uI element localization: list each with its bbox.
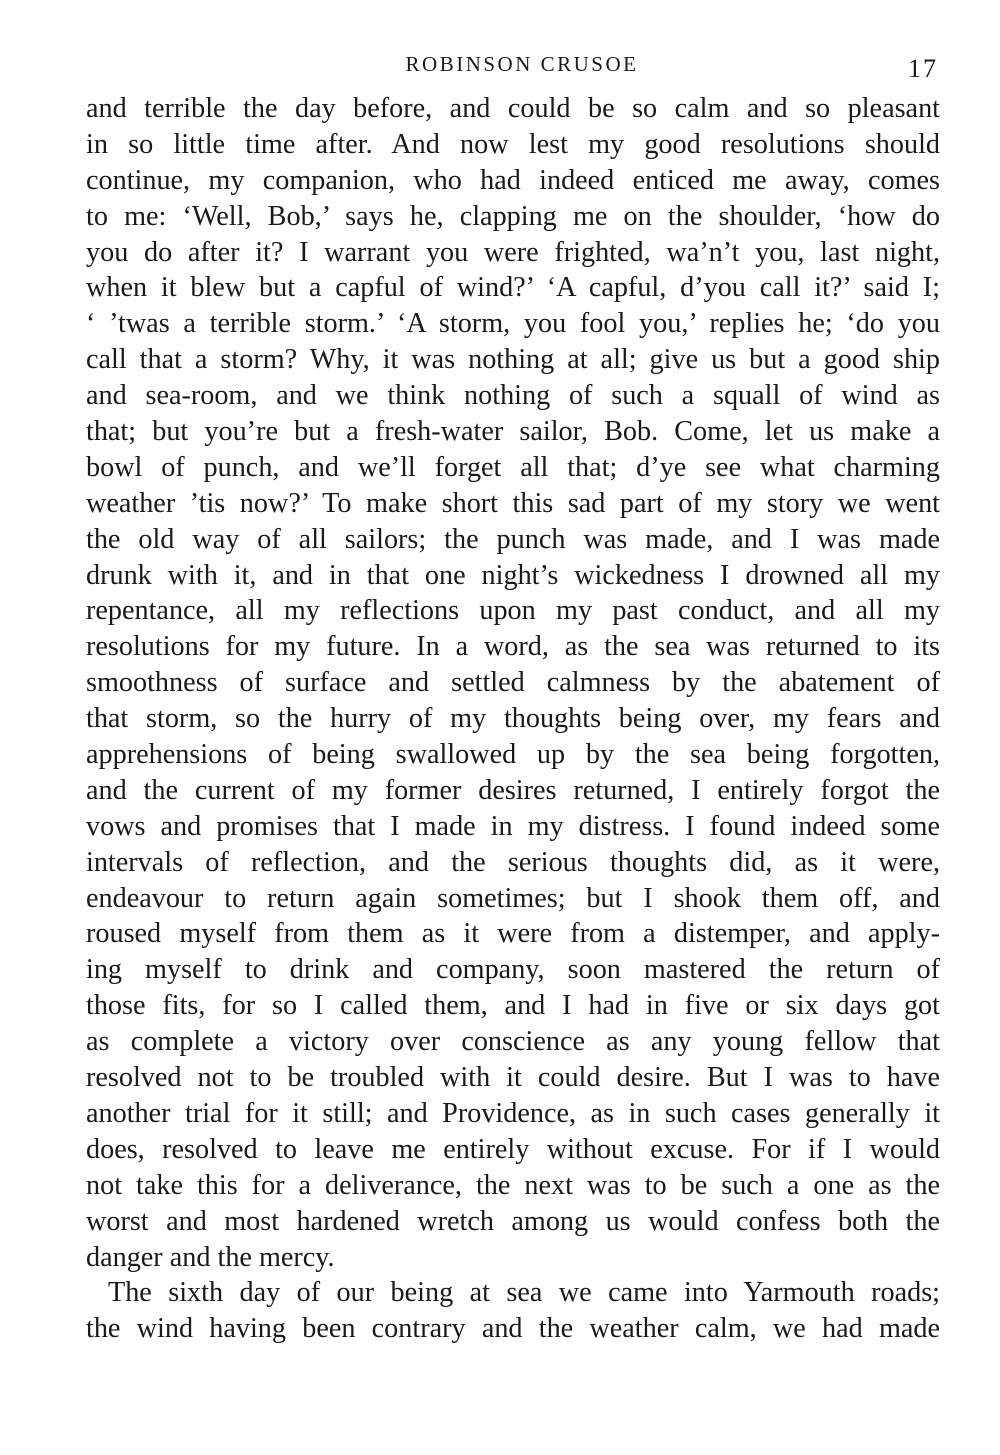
text-line: the old way of all sailors; the punch was made, and I was made xyxy=(86,523,940,555)
text-line: those fits, for so I called them, and I had in five or six days got xyxy=(86,990,940,1022)
text-line: and the current of my former desires returned, I entirely forgot the xyxy=(86,774,940,806)
text-line: resolved not to be troubled with it could desire. But I was to have xyxy=(86,1062,940,1094)
text-line: that; but you’re but a fresh-water sailor, Bob. Come, let us make a xyxy=(86,416,940,448)
text-line: in so little time after. And now lest my good resolutions should xyxy=(86,128,940,160)
text-line: not take this for a deliverance, the next was to be such a one as the xyxy=(86,1169,940,1201)
text-line: call that a storm? Why, it was nothing at all; give us but a good ship xyxy=(86,344,940,376)
text-line: that storm, so the hurry of my thoughts being over, my fears and xyxy=(86,703,940,735)
page-number: 17 xyxy=(908,54,938,83)
text-line: when it blew but a capful of wind?’ ‘A capful, d’you call it?’ said I; xyxy=(86,272,940,304)
text-line: vows and promises that I made in my distress. I found indeed some xyxy=(86,810,940,842)
paragraph xyxy=(86,91,940,1275)
text-line: ing myself to drink and company, soon mastered the return of xyxy=(86,954,940,986)
book-page xyxy=(86,52,940,1347)
text-line: worst and most hardened wretch among us would confess both the xyxy=(86,1205,940,1237)
paragraph xyxy=(86,1275,940,1347)
text-line: the wind having been contrary and the weather calm, we had made xyxy=(86,1313,940,1345)
text-line: does, resolved to leave me entirely without excuse. For if I would xyxy=(86,1133,940,1165)
text-line: you do after it? I warrant you were frighted, wa’n’t you, last night, xyxy=(86,236,940,268)
text-line: drunk with it, and in that one night’s wickedness I drowned all my xyxy=(86,559,940,591)
text-line: apprehensions of being swallowed up by the sea being forgotten, xyxy=(86,739,940,771)
text-line: The sixth day of our being at sea we came into Yarmouth roads; xyxy=(108,1277,940,1309)
body-text xyxy=(86,91,940,1347)
text-line: roused myself from them as it were from a distemper, and apply- xyxy=(86,918,940,950)
text-line: ‘ ’twas a terrible storm.’ ‘A storm, you fool you,’ replies he; ‘do you xyxy=(86,308,940,340)
text-line: to me: ‘Well, Bob,’ says he, clapping me on the shoulder, ‘how do xyxy=(86,200,940,232)
text-line: continue, my companion, who had indeed enticed me away, comes xyxy=(86,164,940,196)
text-line: another trial for it still; and Providence, as in such cases generally it xyxy=(86,1097,940,1129)
text-line: danger and the mercy. xyxy=(86,1241,335,1273)
text-line: bowl of punch, and we’ll forget all that; d’ye see what charming xyxy=(86,451,940,483)
running-title: ROBINSON CRUSOE xyxy=(405,52,639,76)
text-line: endeavour to return again sometimes; but I shook them off, and xyxy=(86,882,940,914)
text-line: intervals of reflection, and the serious thoughts did, as it were, xyxy=(86,846,940,878)
text-line: resolutions for my future. In a word, as the sea was returned to its xyxy=(86,631,940,663)
running-head xyxy=(86,52,940,86)
text-line: as complete a victory over conscience as any young fellow that xyxy=(86,1026,940,1058)
text-line: smoothness of surface and settled calmness by the abatement of xyxy=(86,667,940,699)
text-line: and sea-room, and we think nothing of such a squall of wind as xyxy=(86,380,940,412)
text-line: repentance, all my reflections upon my past conduct, and all my xyxy=(86,595,940,627)
text-line: weather ’tis now?’ To make short this sad part of my story we went xyxy=(86,487,940,519)
text-line: and terrible the day before, and could be so calm and so pleasant xyxy=(86,93,940,124)
